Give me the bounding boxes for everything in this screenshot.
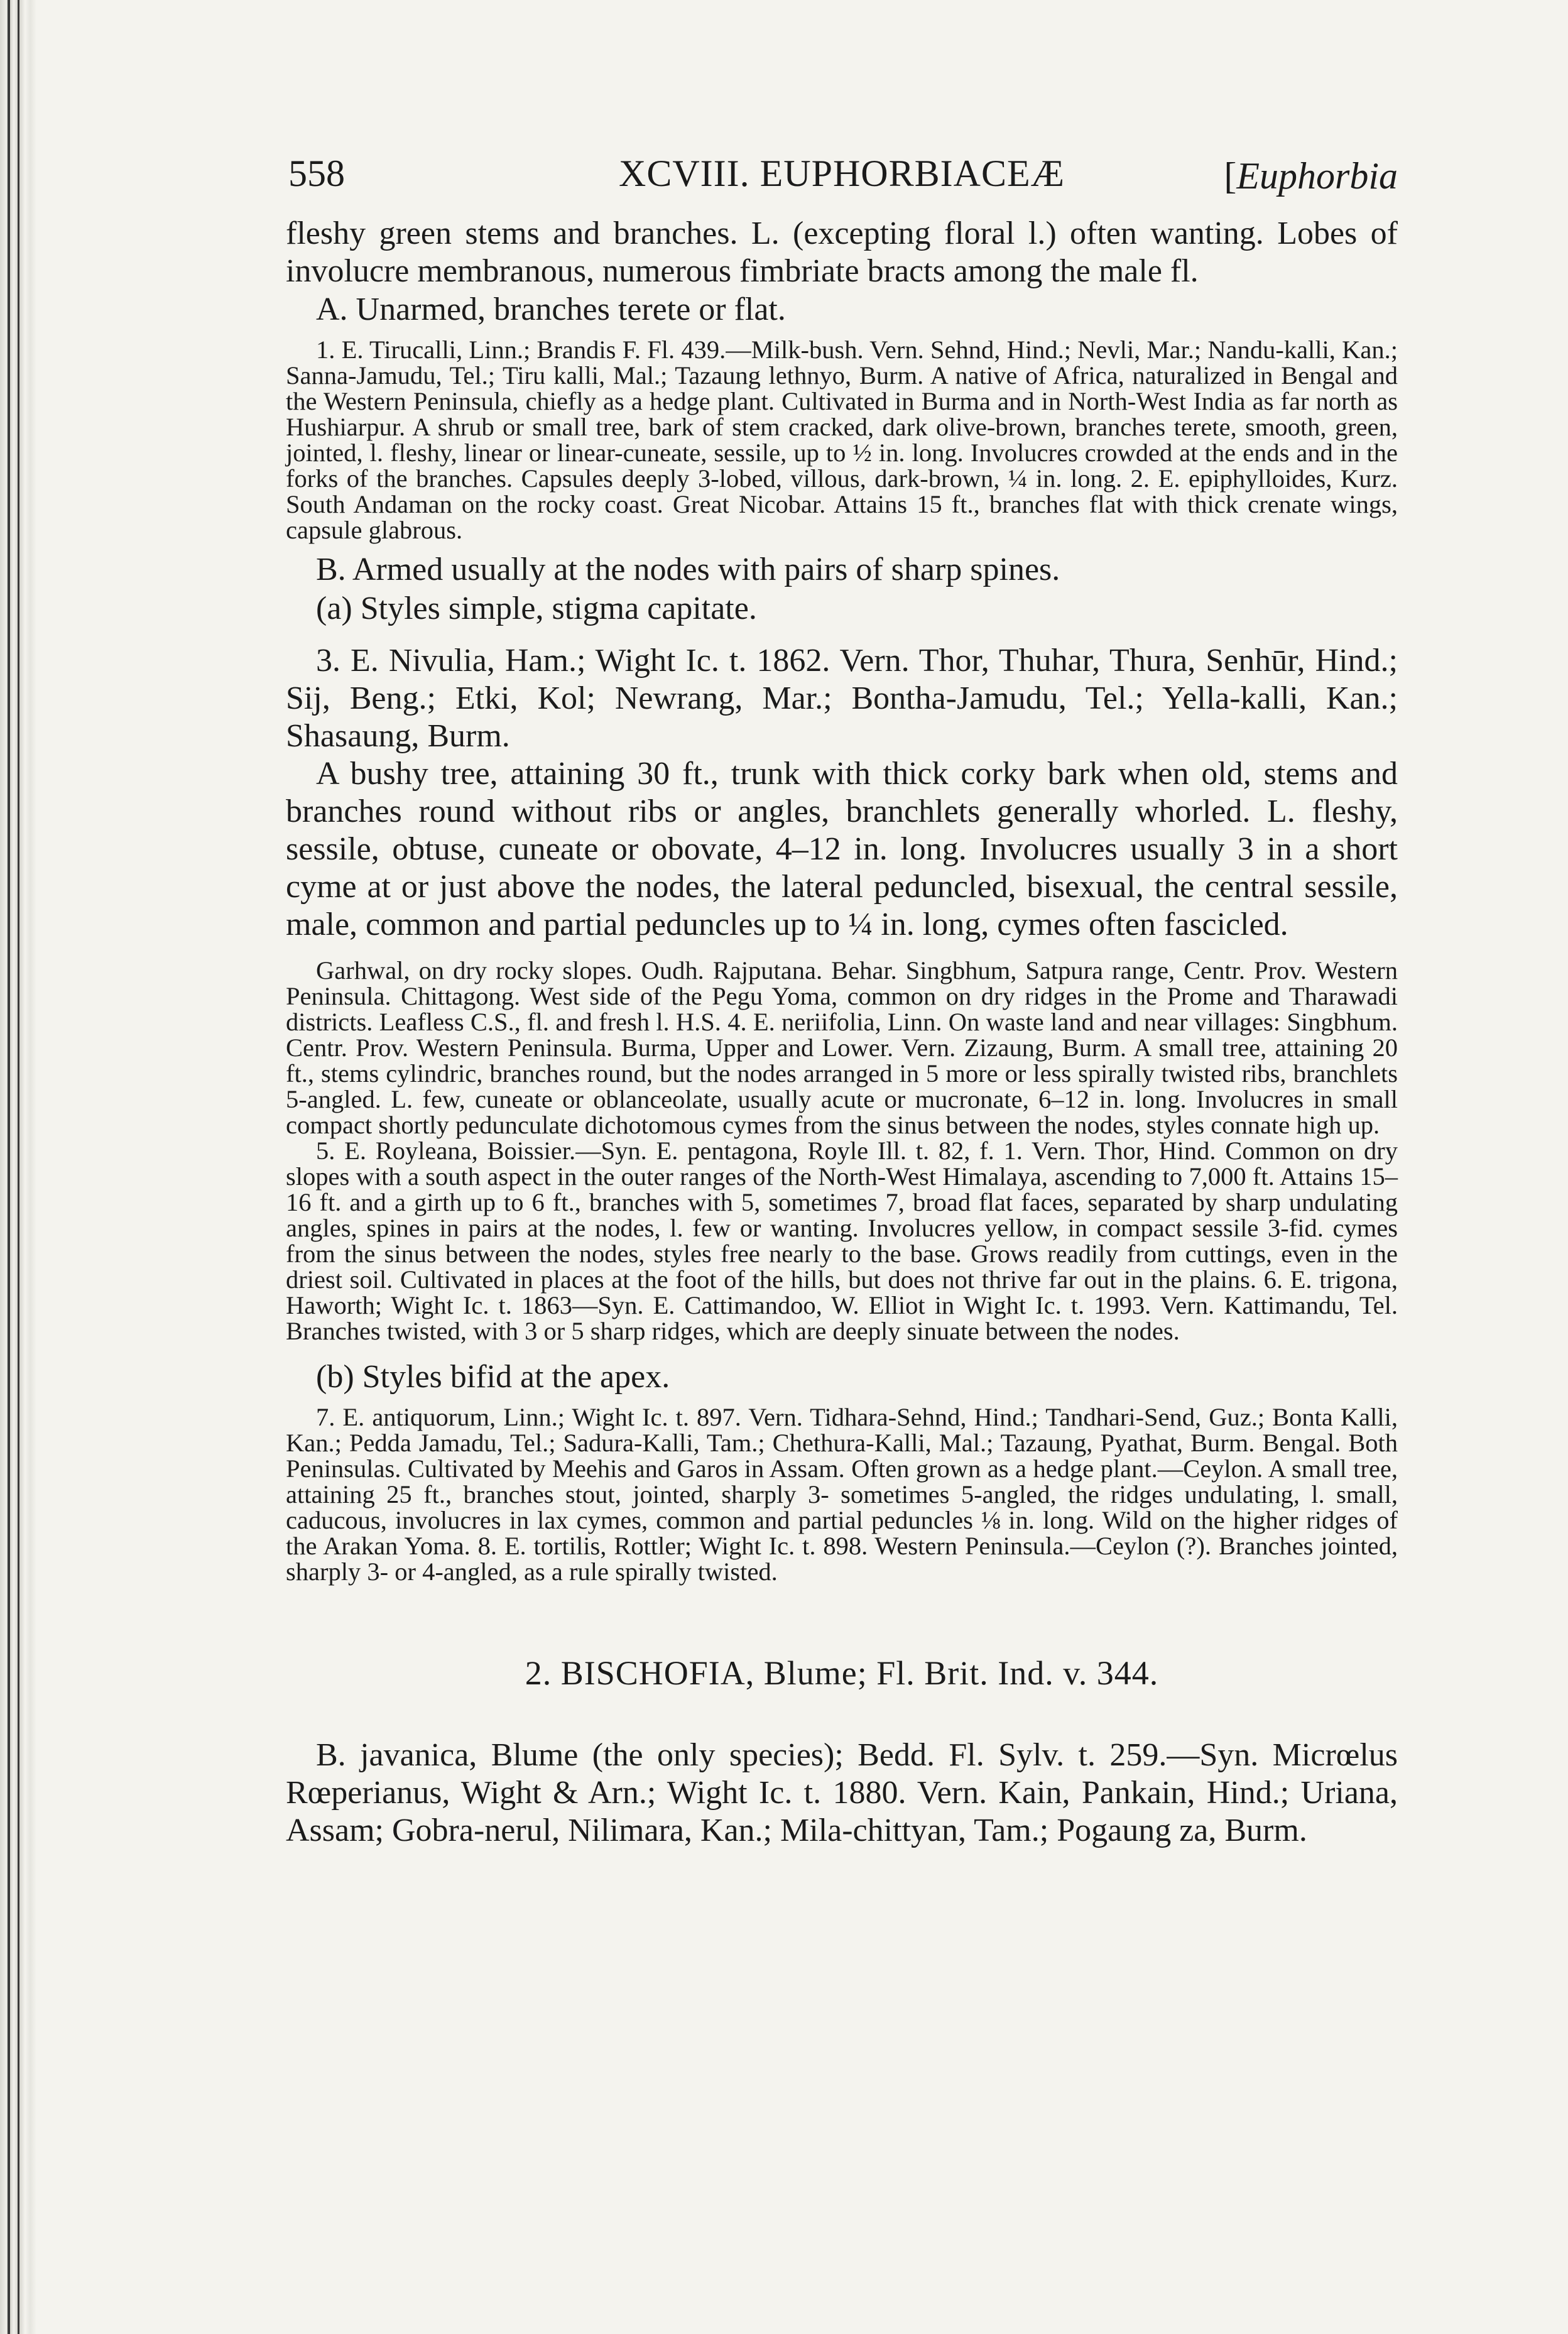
book-spine-edge bbox=[0, 0, 36, 2334]
species-entry-tirucalli: 1. E. Tirucalli, Linn.; Brandis F. Fl. 439.—Milk-bush. Vern. Sehnd, Hind.; Nevli, Mar.; Nandu-kalli, Kan.; Sanna-Jamudu, Tel.; Tiru kalli, Mal.; Tazaung lethnyo, Burm. A native of Africa, naturalized in Bengal and the Western Peninsula, chiefly as a hedge plant. Cultivated in Burma and in North-West India as far north as Hushiarpur. A shrub or small tree, bark of stem cracked, dark olive-brown, branches terete, smooth, green, jointed, l. fleshy, linear or linear-cuneate, sessile, up to ½ in. long. Involucres crowded at the ends and in the forks of the branches. Capsules deeply 3-lobed, villous, dark-brown, ¼ in. long. 2. E. epiphylloides, Kurz. South Andaman on the rocky coast. Great Nicobar. Attains 15 ft., branches flat with thick crenate wings, capsule glabrous. bbox=[286, 335, 1398, 544]
running-genus bbox=[1224, 155, 1398, 198]
continuation-paragraph: fleshy green stems and branches. L. (excepting floral l.) often wanting. Lobes of involucre membranous, numerous fimbriate bracts among the male fl. bbox=[286, 215, 1398, 289]
running-header bbox=[286, 146, 1398, 215]
spine-line bbox=[8, 0, 10, 2334]
species-heading-nivulia: 3. E. Nivulia, Ham.; Wight Ic. t. 1862. Vern. Thor, Thuhar, Thura, Senhūr, Hind.; Sij, Beng.; Etki, Kol; Newrang, Mar.; Bontha-Jamudu, Tel.; Yella-kalli, Kan.; Shasaung, Burm. bbox=[286, 643, 1398, 754]
genus-heading-bischofia: 2. BISCHOFIA, Blume; Fl. Brit. Ind. v. 344. bbox=[525, 1654, 1159, 1692]
species-entry-royleana: 5. E. Royleana, Boissier.—Syn. E. pentagona, Royle Ill. t. 82, f. 1. Vern. Thor, Hind. Common on dry slopes with a south aspect in the outer ranges of the North-West Himalaya, ascending to 7,000 ft. Attains 15–16 ft. and a girth up to 6 ft., branches with 5, sometimes 7, broad flat faces, separated by sharp undulating angles, spines in pairs at the nodes, l. few or wanting. Involucres yellow, in compact sessile 3-fid. cymes from the sinus between the nodes, styles free nearly to the base. Grows readily from cuttings, even in the driest soil. Cultivated in places at the foot of the hills, but does not thrive far out in the plains. 6. E. trigona, Haworth; Wight Ic. t. 1863—Syn. E. Cattimandoo, W. Elliot in Wight Ic. t. 1993. Vern. Kattimandu, Tel. Branches twisted, with 3 or 5 sharp ridges, which are deeply sinuate between the nodes. bbox=[286, 1137, 1398, 1345]
genus-name: Euphorbia bbox=[1236, 155, 1398, 197]
genus-bracket: [ bbox=[1224, 155, 1237, 197]
distribution-paragraph: Garhwal, on dry rocky slopes. Oudh. Rajputana. Behar. Singbhum, Satpura range, Centr. Prov. Western Peninsula. Chittagong. West side of the Pegu Yoma, common on dry ridges in the Prome and Tharawadi districts. Leafless C.S., fl. and fresh l. H.S. 4. E. neriifolia, Linn. On waste land and near villages: Singbhum. Centr. Prov. Western Peninsula. Burma, Upper and Lower. Vern. Zizaung, Burm. A small tree, attaining 20 ft., stems cylindric, branches round, but the nodes arranged in 5 more or less spirally twisted ribs, branchlets 5-angled. L. few, cuneate or oblanceolate, usually acute or mucronate, 6–12 in. long. Involucres in small compact shortly pedunculate dichotomous cymes from the sinus between the nodes, styles connate high up. bbox=[286, 956, 1398, 1139]
species-description-nivulia: A bushy tree, attaining 30 ft., trunk with thick corky bark when old, stems and branches round without ribs or angles, branchlets generally whorled. L. fleshy, sessile, obtuse, cuneate or obovate, 4–12 in. long. Involucres usually 3 in a short cyme at or just above the nodes, the lateral peduncled, bisexual, the central sessile, male, common and partial peduncles up to ¼ in. long, cymes often fascicled. bbox=[286, 756, 1398, 942]
key-subheading-a: (a) Styles simple, stigma capitate. bbox=[316, 591, 757, 626]
key-heading-b: B. Armed usually at the nodes with pairs of sharp spines. bbox=[316, 552, 1060, 587]
species-entry-antiquorum: 7. E. antiquorum, Linn.; Wight Ic. t. 897. Vern. Tidhara-Sehnd, Hind.; Tandhari-Send, Guz.; Bonta Kalli, Kan.; Pedda Jamadu, Tel.; Sadura-Kalli, Tam.; Chethura-Kalli, Mal.; Tazaung, Pyathat, Burm. Bengal. Both Peninsulas. Cultivated by Meehis and Garos in Assam. Often grown as a hedge plant.—Ceylon. A small tree, attaining 25 ft., branches stout, jointed, sharply 3- sometimes 5-angled, the ridges undulating, l. small, caducous, involucres in lax cymes, common and partial peduncles ⅛ in. long. Wild on the higher ridges of the Arakan Yoma. 8. E. tortilis, Rottler; Wight Ic. t. 898. Western Peninsula.—Ceylon (?). Branches jointed, sharply 3- or 4-angled, as a rule spirally twisted. bbox=[286, 1403, 1398, 1586]
key-subheading-b: (b) Styles bifid at the apex. bbox=[316, 1359, 670, 1395]
page bbox=[286, 146, 1398, 1850]
key-heading-a: A. Unarmed, branches terete or flat. bbox=[316, 292, 786, 327]
family-title: XCVIII. EUPHORBIACEÆ bbox=[619, 153, 1065, 194]
spine-line bbox=[18, 0, 19, 2334]
species-entry-javanica: B. javanica, Blume (the only species); Bedd. Fl. Sylv. t. 259.—Syn. Micrœlus Rœperianus, Wight & Arn.; Wight Ic. t. 1880. Vern. Kain, Pankain, Hind.; Uriana, Assam; Gobra-nerul, Nilimara, Kan.; Mila-chittyan, Tam.; Pogaung za, Burm. bbox=[286, 1737, 1398, 1848]
page-number: 558 bbox=[288, 153, 345, 194]
